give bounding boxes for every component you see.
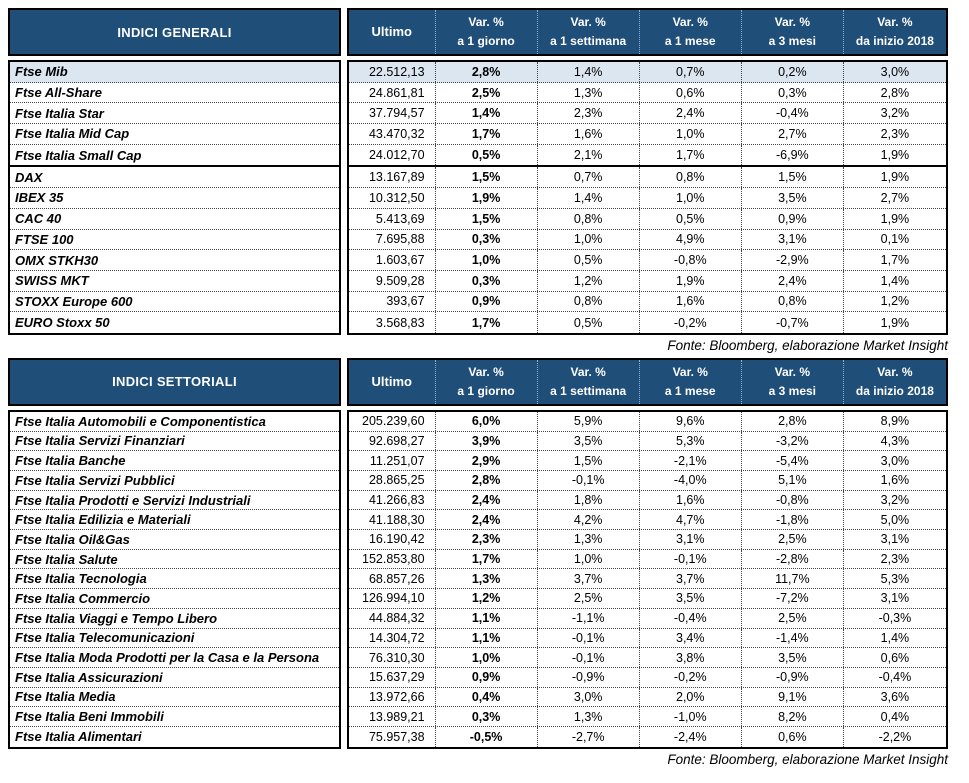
cell-var-pct: 3,1% [880, 591, 910, 606]
cell-var-pct: -0,1% [538, 629, 640, 648]
row-values [349, 250, 946, 271]
cell-var-pct: 5,3% [640, 432, 742, 451]
row-index-name: Ftse All-Share [10, 83, 339, 104]
column-header-line1: Var. % [774, 365, 811, 380]
cell-var-pct: 1,8% [538, 491, 640, 510]
cell-var-pct: -6,9% [742, 145, 844, 166]
cell-var-pct: 9,1% [742, 688, 844, 707]
cell-var-pct: 1,1% [436, 609, 538, 628]
cell-var-pct: 11,7% [742, 569, 844, 588]
cell-var-pct: 3,2% [880, 106, 910, 121]
cell-var-pct: 1,6% [538, 124, 640, 144]
cell-var-pct: -0,9% [538, 668, 640, 687]
cell-var-pct: 2,5% [436, 83, 538, 103]
cell-var-pct: 2,3% [538, 103, 640, 123]
column-header-line1: Var. % [672, 15, 708, 30]
cell-var-pct: 3,6% [880, 689, 910, 704]
cell-var-pct: 3,0% [538, 688, 640, 707]
column-header-line1: Var. % [877, 15, 913, 30]
cell-ultimo: 15.637,29 [349, 668, 436, 687]
cell-var-pct: 0,9% [436, 292, 538, 312]
row-values [349, 471, 946, 491]
column-header-line1: Var. % [672, 365, 708, 380]
cell-var-pct: 1,0% [640, 188, 742, 208]
cell-var-pct: 1,0% [436, 648, 538, 667]
index-name-column [8, 165, 341, 335]
cell-var-pct: 3,5% [640, 589, 742, 608]
source-note: Fonte: Bloomberg, elaborazione Market Insight [667, 751, 948, 767]
cell-var-pct: 1,0% [538, 550, 640, 569]
row-index-name: Ftse Italia Small Cap [15, 147, 142, 163]
cell-var-pct: 4,2% [538, 510, 640, 529]
cell-ultimo: 44.884,32 [349, 609, 436, 628]
cell-var-pct: 2,9% [436, 451, 538, 470]
cell-var-pct: -0,3% [878, 611, 912, 626]
cell-ultimo: 22.512,13 [349, 62, 436, 82]
cell-var-pct: 1,6% [640, 491, 742, 510]
cell-var-pct: 1,9% [436, 188, 538, 208]
column-header-line2: da inizio 2018 [855, 34, 934, 48]
cell-var-pct: 1,9% [880, 315, 910, 330]
row-index-name: EURO Stoxx 50 [15, 315, 110, 331]
cell-var-pct: -0,1% [538, 648, 640, 667]
cell-ultimo: 7.695,88 [349, 230, 436, 250]
column-header-var-inizio-2018 [844, 10, 946, 54]
cell-var-pct: 2,3% [880, 552, 910, 567]
column-header-line2: a 3 mesi [768, 383, 817, 398]
cell-ultimo: 24.861,81 [349, 83, 436, 103]
table-indici-settoriali [8, 358, 948, 749]
row-values [349, 550, 946, 570]
cell-var-pct: 0,3% [436, 230, 538, 250]
cell-var-pct: 1,5% [436, 209, 538, 229]
table-title: INDICI SETTORIALI [8, 358, 341, 406]
cell-var-pct: 1,4% [880, 273, 910, 288]
row-values [349, 312, 946, 333]
cell-var-pct: 2,5% [742, 530, 844, 549]
cell-var-pct: -0,7% [742, 312, 844, 333]
row-index-name: Ftse Italia Beni Immobili [10, 707, 339, 727]
column-header-line2: a 1 mese [664, 34, 716, 48]
cell-var-pct: -2,8% [742, 550, 844, 569]
cell-var-pct: 0,5% [640, 209, 742, 229]
cell-var-pct: -0,1% [640, 550, 742, 569]
index-values-column [347, 60, 948, 167]
cell-var-pct: 8,2% [742, 707, 844, 726]
row-values [349, 103, 946, 124]
row-values [349, 707, 946, 727]
cell-var-pct: 2,5% [742, 609, 844, 628]
row-index-name: Ftse Italia Telecomunicazioni [10, 629, 339, 649]
cell-var-pct: 1,9% [880, 170, 910, 185]
cell-var-pct: 1,9% [640, 271, 742, 291]
row-index-name: Ftse Italia Banche [10, 451, 339, 471]
cell-var-pct: 0,4% [436, 688, 538, 707]
table-row-group [8, 60, 948, 167]
row-index-name: Ftse Italia Servizi Finanziari [10, 432, 339, 452]
cell-var-pct: 3,1% [742, 230, 844, 250]
cell-var-pct: 1,5% [538, 451, 640, 470]
column-header-line1: Var. % [468, 15, 504, 30]
cell-var-pct: 1,7% [436, 312, 538, 333]
cell-var-pct: 1,9% [880, 148, 910, 163]
cell-ultimo: 13.167,89 [349, 167, 436, 187]
column-header-var-1-mese [640, 360, 742, 404]
column-header-line2: da inizio 2018 [855, 383, 934, 398]
column-header-var-1-mese [640, 10, 742, 54]
cell-var-pct: -2,7% [538, 727, 640, 747]
cell-var-pct: 1,7% [640, 145, 742, 166]
cell-var-pct: 1,2% [538, 271, 640, 291]
row-index-name: Ftse Italia Commercio [10, 589, 339, 609]
cell-var-pct: 0,8% [742, 292, 844, 312]
column-header-line1: Var. % [468, 365, 504, 380]
cell-ultimo: 13.989,21 [349, 707, 436, 726]
column-header-var-1-settimana [538, 360, 640, 404]
row-index-name: OMX STKH30 [10, 250, 339, 271]
cell-var-pct: 6,0% [436, 412, 538, 431]
cell-var-pct: -2,4% [640, 727, 742, 747]
cell-var-pct: 1,3% [538, 707, 640, 726]
column-header-ultimo [349, 10, 436, 54]
cell-ultimo: 11.251,07 [349, 451, 436, 470]
cell-var-pct: 5,9% [538, 412, 640, 431]
column-header-line2: a 3 mesi [768, 34, 817, 48]
column-header-line2: a 1 settimana [550, 383, 627, 398]
cell-var-pct: 0,8% [538, 292, 640, 312]
cell-var-pct: 0,1% [880, 232, 910, 247]
cell-var-pct: 2,3% [880, 126, 910, 141]
row-index-name: Ftse Italia Alimentari [15, 729, 142, 745]
column-header-label: Ultimo [371, 373, 412, 389]
cell-var-pct: -0,9% [742, 668, 844, 687]
table-title: INDICI GENERALI [8, 8, 341, 56]
cell-var-pct: 1,9% [880, 211, 910, 226]
cell-var-pct: -1,4% [742, 629, 844, 648]
row-values [349, 668, 946, 688]
cell-var-pct: 2,3% [436, 530, 538, 549]
table-row-group [8, 165, 948, 335]
cell-ultimo: 24.012,70 [349, 145, 436, 166]
cell-var-pct: 0,5% [436, 145, 538, 166]
row-values [349, 491, 946, 511]
cell-var-pct: 1,3% [436, 569, 538, 588]
cell-var-pct: 3,7% [538, 569, 640, 588]
cell-var-pct: 0,9% [742, 209, 844, 229]
cell-ultimo: 152.853,80 [349, 550, 436, 569]
cell-var-pct: 1,4% [880, 630, 910, 645]
cell-ultimo: 3.568,83 [349, 312, 436, 333]
cell-var-pct: -0,8% [742, 491, 844, 510]
cell-var-pct: 1,3% [538, 83, 640, 103]
column-header-var-3-mesi [742, 10, 844, 54]
cell-var-pct: -5,4% [742, 451, 844, 470]
row-index-name: SWISS MKT [10, 271, 339, 292]
cell-var-pct: 1,5% [742, 167, 844, 187]
table-body [8, 410, 948, 749]
column-header-line1: Var. % [774, 15, 811, 30]
cell-var-pct: 2,4% [436, 510, 538, 529]
column-header-var-1-giorno [436, 360, 538, 404]
cell-var-pct: 1,6% [880, 473, 910, 488]
cell-ultimo: 92.698,27 [349, 432, 436, 451]
cell-var-pct: 0,3% [436, 271, 538, 291]
row-values [349, 589, 946, 609]
cell-var-pct: 1,4% [538, 62, 640, 82]
cell-var-pct: -2,9% [742, 250, 844, 270]
cell-ultimo: 68.857,26 [349, 569, 436, 588]
table-header-row [8, 8, 948, 56]
column-header-line1: Var. % [570, 15, 606, 30]
column-header-var-1-giorno [436, 10, 538, 54]
cell-var-pct: -0,2% [640, 312, 742, 333]
row-values [349, 145, 946, 166]
cell-ultimo: 28.865,25 [349, 471, 436, 490]
cell-var-pct: -1,8% [742, 510, 844, 529]
row-index-name: IBEX 35 [10, 188, 339, 209]
cell-var-pct: 2,7% [742, 124, 844, 144]
cell-var-pct: 1,5% [436, 167, 538, 187]
cell-ultimo: 14.304,72 [349, 629, 436, 648]
cell-var-pct: 1,2% [880, 294, 910, 309]
cell-var-pct: 2,7% [880, 190, 910, 205]
cell-var-pct: 0,7% [640, 62, 742, 82]
column-header-label: Ultimo [371, 23, 412, 39]
row-index-name: FTSE 100 [10, 230, 339, 251]
cell-var-pct: 2,4% [436, 491, 538, 510]
cell-var-pct: 8,9% [880, 414, 910, 429]
cell-var-pct: -1,0% [640, 707, 742, 726]
cell-var-pct: 2,4% [742, 271, 844, 291]
cell-var-pct: 1,4% [436, 103, 538, 123]
cell-var-pct: -0,4% [640, 609, 742, 628]
row-index-name: Ftse Italia Salute [10, 550, 339, 570]
cell-ultimo: 9.509,28 [349, 271, 436, 291]
cell-ultimo: 43.470,32 [349, 124, 436, 144]
column-header-line2: a 1 settimana [550, 34, 627, 48]
row-values [349, 648, 946, 668]
cell-var-pct: -0,2% [640, 668, 742, 687]
cell-var-pct: -1,1% [538, 609, 640, 628]
table-indici-generali [8, 8, 948, 335]
row-values [349, 412, 946, 432]
row-index-name: Ftse Italia Servizi Pubblici [10, 471, 339, 491]
cell-var-pct: 3,9% [436, 432, 538, 451]
cell-var-pct: 3,5% [538, 432, 640, 451]
row-values [349, 629, 946, 649]
cell-var-pct: -2,2% [878, 729, 912, 744]
cell-var-pct: 4,9% [640, 230, 742, 250]
row-index-name: Ftse Italia Media [10, 688, 339, 708]
cell-var-pct: 0,4% [880, 709, 910, 724]
cell-ultimo: 126.994,10 [349, 589, 436, 608]
cell-ultimo: 1.603,67 [349, 250, 436, 270]
row-values [349, 510, 946, 530]
row-values [349, 124, 946, 145]
row-values [349, 230, 946, 251]
row-values [349, 530, 946, 550]
row-index-name: CAC 40 [10, 209, 339, 230]
cell-var-pct: 0,6% [880, 650, 910, 665]
cell-var-pct: 1,7% [436, 124, 538, 144]
cell-var-pct: 2,8% [742, 412, 844, 431]
row-values [349, 569, 946, 589]
column-header-line2: a 1 giorno [457, 383, 515, 398]
cell-var-pct: -0,8% [640, 250, 742, 270]
cell-var-pct: 0,3% [436, 707, 538, 726]
cell-var-pct: 3,8% [640, 648, 742, 667]
cell-var-pct: 2,1% [538, 145, 640, 166]
cell-var-pct: 2,4% [640, 103, 742, 123]
row-values [349, 727, 946, 747]
column-headers [347, 8, 948, 56]
cell-ultimo: 16.190,42 [349, 530, 436, 549]
cell-var-pct: 3,0% [880, 453, 910, 468]
cell-var-pct: 2,5% [538, 589, 640, 608]
index-name-column [8, 60, 341, 167]
cell-var-pct: -2,1% [640, 451, 742, 470]
column-header-ultimo [349, 360, 436, 404]
cell-var-pct: 3,1% [880, 532, 910, 547]
row-index-name: Ftse Italia Viaggi e Tempo Libero [10, 609, 339, 629]
row-values [349, 62, 946, 83]
cell-var-pct: 4,7% [640, 510, 742, 529]
cell-var-pct: 0,8% [538, 209, 640, 229]
cell-var-pct: 1,0% [538, 230, 640, 250]
cell-var-pct: 1,4% [538, 188, 640, 208]
cell-var-pct: 2,8% [436, 471, 538, 490]
cell-var-pct: 0,5% [538, 250, 640, 270]
cell-var-pct: 1,1% [436, 629, 538, 648]
cell-var-pct: -4,0% [640, 471, 742, 490]
cell-ultimo: 75.957,38 [349, 727, 436, 747]
row-index-name: Ftse Italia Assicurazioni [10, 668, 339, 688]
row-values [349, 451, 946, 471]
column-header-var-3-mesi [742, 360, 844, 404]
cell-var-pct: 0,7% [538, 167, 640, 187]
cell-var-pct: 1,3% [538, 530, 640, 549]
cell-var-pct: 1,7% [436, 550, 538, 569]
index-name-column [8, 410, 341, 749]
row-values [349, 83, 946, 104]
row-index-name: Ftse Italia Automobili e Componentistica [10, 412, 339, 432]
row-index-name: Ftse Italia Oil&Gas [10, 530, 339, 550]
row-values [349, 167, 946, 188]
table-body [8, 60, 948, 335]
cell-ultimo: 41.266,83 [349, 491, 436, 510]
table-header-row [8, 358, 948, 406]
row-index-name: Ftse Italia Tecnologia [10, 569, 339, 589]
cell-ultimo: 76.310,30 [349, 648, 436, 667]
cell-var-pct: 3,1% [640, 530, 742, 549]
cell-var-pct: 3,5% [742, 648, 844, 667]
cell-var-pct: 0,6% [742, 727, 844, 747]
row-index-name: Ftse Italia Edilizia e Materiali [10, 510, 339, 530]
row-values [349, 609, 946, 629]
row-values [349, 271, 946, 292]
row-index-name: Ftse Italia Star [10, 103, 339, 124]
cell-var-pct: 0,8% [640, 167, 742, 187]
row-values [349, 292, 946, 313]
table-row-group [8, 410, 948, 749]
cell-var-pct: 1,0% [640, 124, 742, 144]
row-values [349, 209, 946, 230]
row-values [349, 432, 946, 452]
cell-ultimo: 37.794,57 [349, 103, 436, 123]
cell-var-pct: -3,2% [742, 432, 844, 451]
cell-var-pct: 3,4% [640, 629, 742, 648]
column-header-line1: Var. % [570, 365, 606, 380]
cell-var-pct: 0,5% [538, 312, 640, 333]
cell-var-pct: 3,0% [880, 64, 910, 79]
cell-var-pct: 5,1% [742, 471, 844, 490]
cell-var-pct: 9,6% [640, 412, 742, 431]
source-note: Fonte: Bloomberg, elaborazione Market Insight [667, 337, 948, 353]
cell-ultimo: 5.413,69 [349, 209, 436, 229]
index-values-column [347, 410, 948, 749]
row-values [349, 188, 946, 209]
index-values-column [347, 165, 948, 335]
cell-var-pct: 2,8% [436, 62, 538, 82]
cell-var-pct: 0,2% [742, 62, 844, 82]
cell-var-pct: 4,3% [880, 433, 910, 448]
cell-var-pct: 1,0% [436, 250, 538, 270]
row-index-name: Ftse Mib [10, 62, 339, 83]
cell-var-pct: 3,5% [742, 188, 844, 208]
cell-ultimo: 10.312,50 [349, 188, 436, 208]
cell-var-pct: -0,4% [878, 670, 912, 685]
column-headers [347, 358, 948, 406]
row-index-name: DAX [10, 167, 339, 188]
row-index-name: Ftse Italia Moda Prodotti per la Casa e la Persona [10, 648, 339, 668]
row-index-name: Ftse Italia Prodotti e Servizi Industriali [10, 491, 339, 511]
cell-var-pct: -0,5% [436, 727, 538, 747]
row-index-name: Ftse Italia Mid Cap [10, 124, 339, 145]
cell-var-pct: 1,2% [436, 589, 538, 608]
cell-var-pct: 0,3% [742, 83, 844, 103]
row-index-name: STOXX Europe 600 [10, 292, 339, 313]
cell-var-pct: -0,4% [742, 103, 844, 123]
cell-var-pct: 5,0% [880, 512, 910, 527]
row-values [349, 688, 946, 708]
cell-var-pct: 5,3% [880, 571, 910, 586]
cell-ultimo: 205.239,60 [349, 412, 436, 431]
column-header-line2: a 1 giorno [457, 34, 515, 48]
cell-var-pct: 3,7% [640, 569, 742, 588]
cell-var-pct: -7,2% [742, 589, 844, 608]
cell-var-pct: -0,1% [538, 471, 640, 490]
cell-ultimo: 393,67 [349, 292, 436, 312]
column-header-line1: Var. % [877, 365, 913, 380]
column-header-line2: a 1 mese [664, 383, 716, 398]
cell-ultimo: 41.188,30 [349, 510, 436, 529]
cell-ultimo: 13.972,66 [349, 688, 436, 707]
column-header-var-inizio-2018 [844, 360, 946, 404]
cell-var-pct: 3,2% [880, 493, 910, 508]
cell-var-pct: 1,7% [880, 253, 910, 268]
cell-var-pct: 2,8% [880, 85, 910, 100]
cell-var-pct: 0,6% [640, 83, 742, 103]
column-header-var-1-settimana [538, 10, 640, 54]
cell-var-pct: 0,9% [436, 668, 538, 687]
cell-var-pct: 1,6% [640, 292, 742, 312]
cell-var-pct: 2,0% [640, 688, 742, 707]
